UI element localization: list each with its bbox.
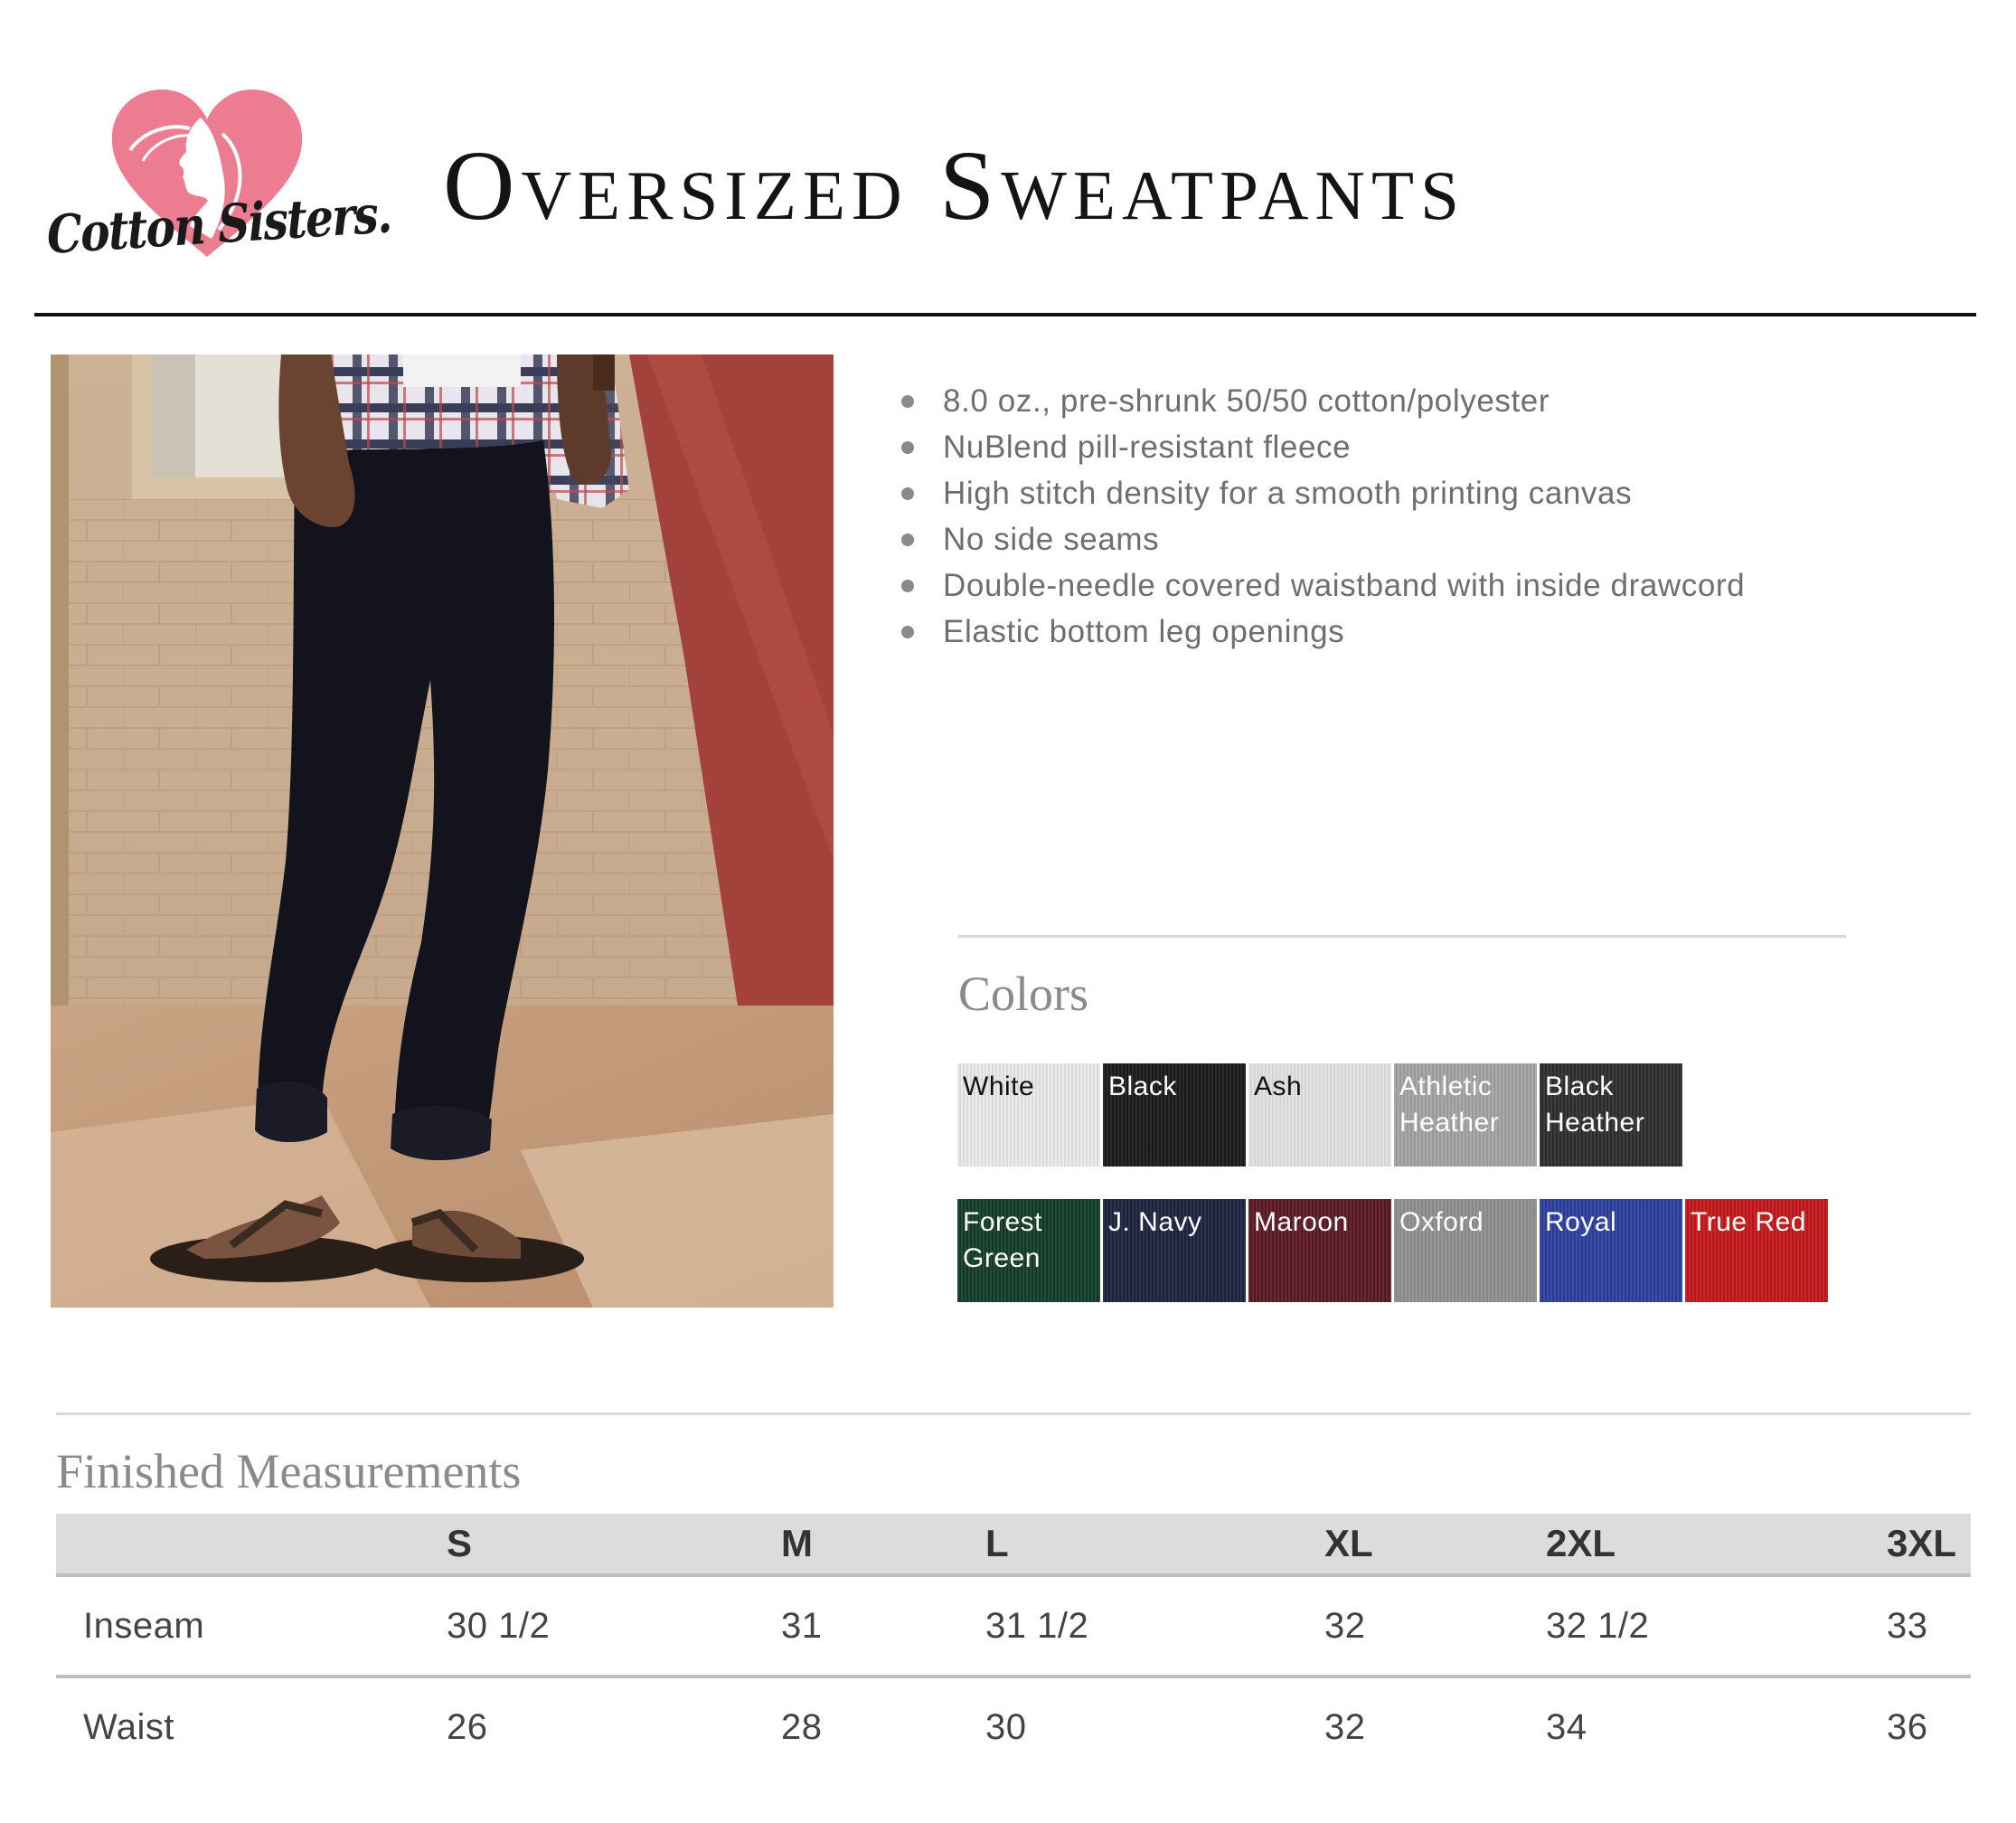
color-swatch: [1540, 1199, 1682, 1302]
table-cell: 28: [781, 1707, 823, 1747]
feature-item: [900, 378, 1745, 424]
size-header: 2XL: [1546, 1522, 1616, 1564]
table-cell: 32 1/2: [1546, 1606, 1650, 1646]
color-swatch-label: J. Navy: [1108, 1207, 1202, 1237]
feature-text: 8.0 oz., pre-shrunk 50/50 cotton/polyester: [943, 383, 1550, 419]
color-swatch-label: Maroon: [1254, 1207, 1349, 1237]
color-swatch: [1685, 1199, 1828, 1302]
measurements-heading: Finished Measurements: [56, 1444, 522, 1498]
color-swatch-grid: [957, 1063, 1843, 1335]
size-header: M: [781, 1522, 813, 1564]
table-row: [56, 1678, 1971, 1776]
table-cell: 31 1/2: [985, 1606, 1089, 1646]
bullet-icon: [901, 534, 914, 546]
color-swatch-label: Ash: [1254, 1072, 1303, 1101]
color-swatch: [1248, 1199, 1391, 1302]
size-header: L: [985, 1522, 1009, 1564]
size-header: S: [447, 1522, 473, 1564]
table-header-row: [56, 1514, 1971, 1577]
colors-divider: [958, 935, 1846, 938]
color-swatch-label: True Red: [1691, 1207, 1806, 1237]
feature-list: [900, 378, 1745, 655]
row-label: Waist: [83, 1707, 175, 1747]
bullet-icon: [901, 395, 914, 408]
color-swatch-label: Royal: [1545, 1207, 1617, 1237]
size-header: XL: [1324, 1522, 1373, 1564]
table-cell: 30: [985, 1707, 1027, 1747]
table-cell: 30 1/2: [447, 1606, 551, 1646]
swatch-row: [957, 1199, 1843, 1302]
color-swatch: [1394, 1199, 1537, 1302]
bullet-icon: [901, 580, 914, 592]
color-swatch: [1103, 1199, 1246, 1302]
table-cell: 31: [781, 1606, 823, 1646]
color-swatch: [1394, 1063, 1537, 1167]
color-swatch-label: Heather: [1399, 1108, 1500, 1138]
color-swatch: [957, 1063, 1100, 1167]
table-cell: 34: [1546, 1707, 1587, 1747]
swatch-row: [957, 1063, 1843, 1167]
row-label: Inseam: [83, 1606, 205, 1646]
feature-item: [900, 609, 1745, 655]
color-swatch-label: Oxford: [1399, 1207, 1484, 1237]
color-swatch-label: Green: [963, 1243, 1041, 1273]
color-swatch: [1540, 1063, 1682, 1167]
product-photo: [51, 354, 834, 1308]
color-swatch-label: Heather: [1545, 1108, 1645, 1138]
brand-wordmark: Cotton Sisters.: [45, 183, 392, 266]
feature-item: [900, 470, 1745, 516]
color-swatch: [1103, 1063, 1246, 1167]
table-cell: 32: [1324, 1707, 1366, 1747]
measurements-table: [56, 1514, 1971, 1776]
feature-text: Double-needle covered waistband with inside drawcord: [943, 568, 1746, 603]
color-swatch-label: White: [963, 1072, 1035, 1101]
color-swatch-label: Black: [1545, 1072, 1614, 1101]
feature-text: Elastic bottom leg openings: [943, 614, 1345, 649]
brand-logo: [45, 80, 392, 279]
feature-text: High stitch density for a smooth printing canvas: [943, 476, 1633, 511]
measurements-divider: [56, 1412, 1971, 1415]
size-header: 3XL: [1887, 1522, 1957, 1564]
colors-heading: Colors: [958, 967, 1089, 1021]
page-title: Oversized Sweatpants: [443, 130, 1465, 241]
table-cell: 36: [1887, 1707, 1928, 1747]
feature-item: [900, 562, 1745, 609]
bullet-icon: [901, 487, 914, 500]
table-cell: 26: [447, 1707, 488, 1747]
table-cell: 33: [1887, 1606, 1928, 1646]
bullet-icon: [901, 626, 914, 638]
table-row: [56, 1577, 1971, 1678]
color-swatch: [1248, 1063, 1391, 1167]
color-swatch-label: Black: [1108, 1072, 1177, 1101]
header-divider: [34, 313, 1976, 316]
feature-item: [900, 516, 1745, 562]
feature-text: NuBlend pill-resistant fleece: [943, 430, 1352, 465]
color-swatch-label: Forest: [963, 1207, 1043, 1237]
table-cell: 32: [1324, 1606, 1366, 1646]
feature-item: [900, 424, 1745, 470]
color-swatch: [957, 1199, 1100, 1302]
color-swatch-label: Athletic: [1399, 1072, 1493, 1101]
bullet-icon: [901, 441, 914, 454]
feature-text: No side seams: [943, 522, 1160, 557]
